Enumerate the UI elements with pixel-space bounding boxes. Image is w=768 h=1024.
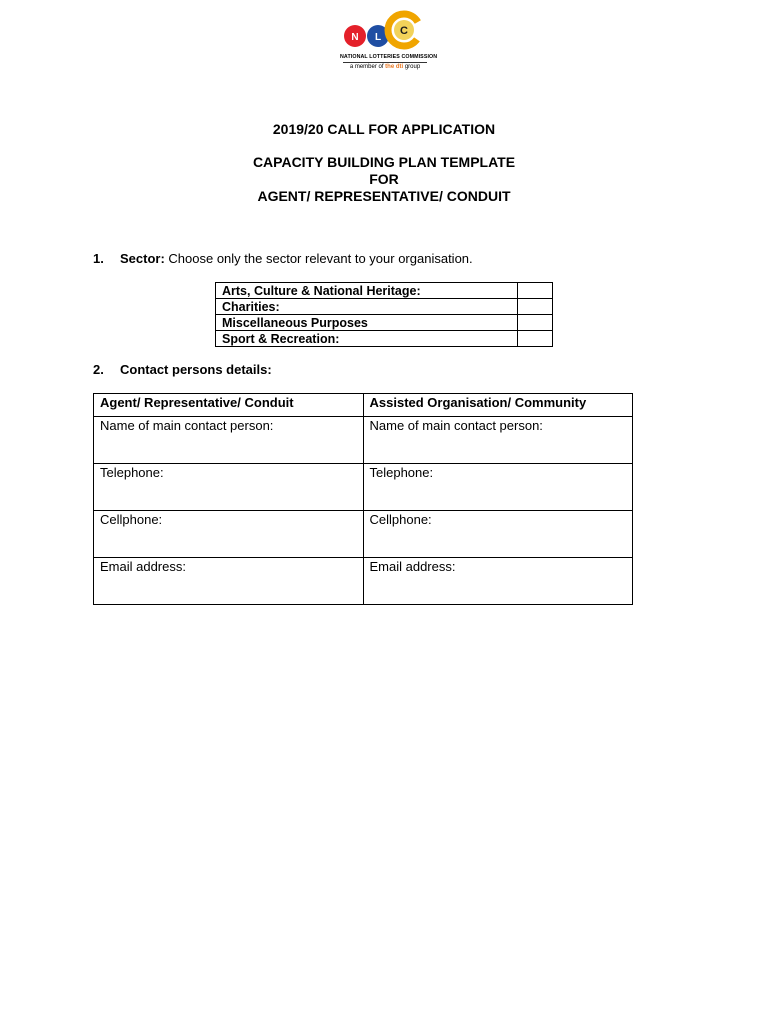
sector-table xyxy=(215,282,553,347)
agent-email-field[interactable]: Email address: xyxy=(94,558,364,605)
contact-row xyxy=(94,511,633,558)
logo-letter-l: L xyxy=(374,32,382,43)
sector-selection-cell[interactable] xyxy=(518,299,553,315)
sector-selection-cell[interactable] xyxy=(518,283,553,299)
sector-option-label: Arts, Culture & National Heritage: xyxy=(216,283,518,299)
logo-divider xyxy=(343,62,427,63)
sector-option-label: Miscellaneous Purposes xyxy=(216,315,518,331)
agent-cellphone-field[interactable]: Cellphone: xyxy=(94,511,364,558)
contact-header-row xyxy=(94,394,633,417)
agent-column-header: Agent/ Representative/ Conduit xyxy=(94,394,364,417)
sector-selection-cell[interactable] xyxy=(518,331,553,347)
sector-option-label: Sport & Recreation: xyxy=(216,331,518,347)
template-title-for: FOR xyxy=(369,171,399,187)
logo-letter-n: N xyxy=(351,32,359,43)
sector-number: 1. xyxy=(93,251,104,266)
logo-tagline-prefix: a member of xyxy=(349,64,386,70)
sector-instruction: Choose only the sector relevant to your organisation. xyxy=(164,251,473,266)
logo-tagline-brand: the dti xyxy=(385,64,404,70)
sector-label: Sector: xyxy=(120,251,165,266)
logo-tagline-suffix: group xyxy=(403,64,421,70)
sector-row xyxy=(216,331,553,347)
sector-heading xyxy=(93,251,473,267)
sector-row xyxy=(216,299,553,315)
contact-row xyxy=(94,558,633,605)
sector-selection-cell[interactable] xyxy=(518,315,553,331)
sector-option-label: Charities: xyxy=(216,299,518,315)
contact-table xyxy=(93,393,633,605)
organisation-telephone-field[interactable]: Telephone: xyxy=(363,464,633,511)
call-title: 2019/20 CALL FOR APPLICATION xyxy=(272,121,496,137)
organisation-column-header: Assisted Organisation/ Community xyxy=(363,394,633,417)
contact-number: 2. xyxy=(93,362,104,377)
template-title-role: AGENT/ REPRESENTATIVE/ CONDUIT xyxy=(257,188,511,204)
agent-telephone-field[interactable]: Telephone: xyxy=(94,464,364,511)
logo-tagline xyxy=(340,64,430,70)
nlc-logo-mark xyxy=(340,10,430,54)
logo-letter-c: C xyxy=(400,25,408,37)
contact-row xyxy=(94,417,633,464)
template-title: CAPACITY BUILDING PLAN TEMPLATE xyxy=(252,154,516,170)
sector-row xyxy=(216,283,553,299)
contact-heading xyxy=(93,362,272,378)
contact-label: Contact persons details: xyxy=(120,362,272,377)
contact-row xyxy=(94,464,633,511)
organisation-contact-name-field[interactable]: Name of main contact person: xyxy=(363,417,633,464)
sector-row xyxy=(216,315,553,331)
organisation-email-field[interactable]: Email address: xyxy=(363,558,633,605)
agent-contact-name-field[interactable]: Name of main contact person: xyxy=(94,417,364,464)
organisation-cellphone-field[interactable]: Cellphone: xyxy=(363,511,633,558)
nlc-logo xyxy=(340,10,438,76)
logo-org-name: NATIONAL LOTTERIES COMMISSION xyxy=(340,54,438,60)
